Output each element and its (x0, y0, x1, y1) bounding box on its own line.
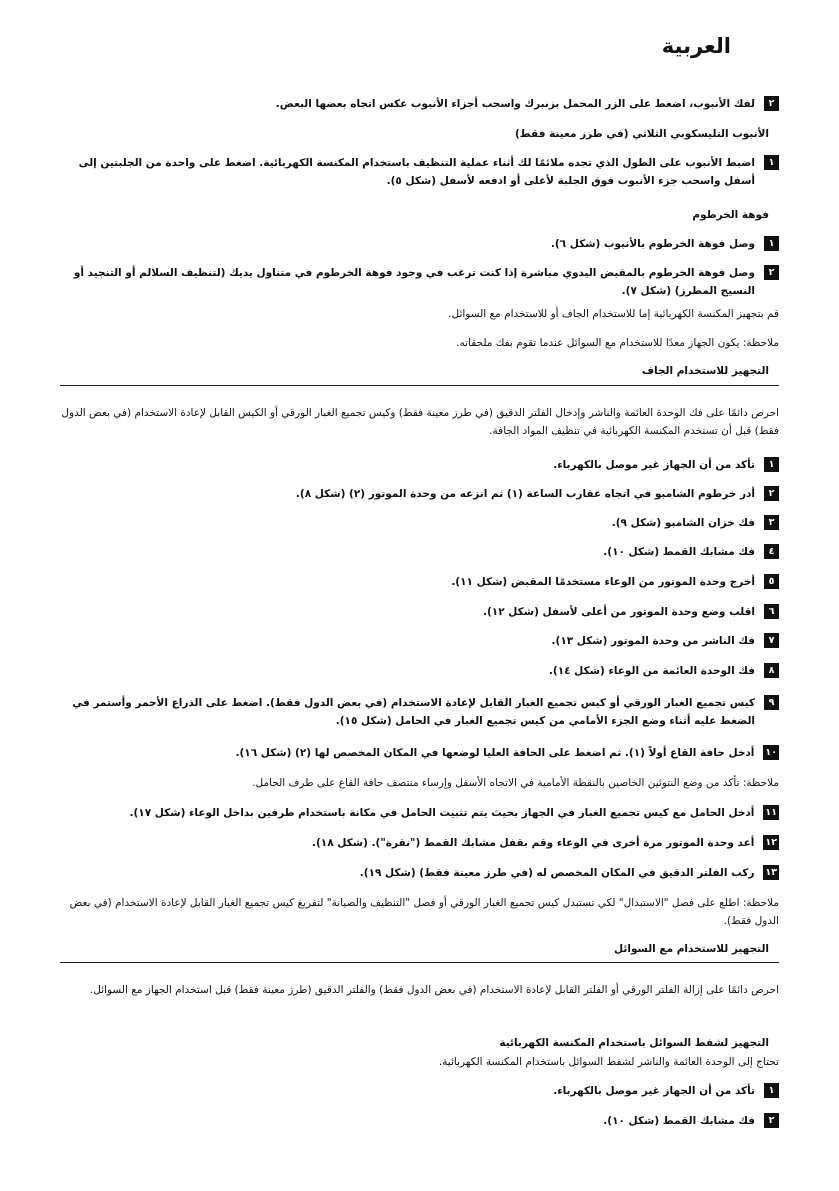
step-text: ركب الفلتر الدقيق في المكان المخصص له (في طرز معينة فقط) (شكل ١٩). (359, 867, 755, 879)
step-text: فك مشابك القمط (شكل ١٠). (603, 546, 755, 558)
step-text: كيس تجميع الغبار الورقي أو كيس تجميع الغبار القابل لإعادة الاستخدام (في بعض الدول فقط). اضغط على الذراع الأحمر وأستمر في الضغط عليه أثناء وضع الجزء الأمامي من كيس تجميع الغبار في الحامل (شكل ١٥). (72, 697, 755, 727)
step-text: لفك الأنبوب، اضغط على الزر المحمل بزنبرك واسحب أجزاء الأنبوب عكس اتجاه بعضها البعض. (275, 98, 755, 110)
step-item (60, 154, 779, 190)
step-number: ٣ (764, 515, 779, 530)
page-title: العربية (661, 34, 731, 58)
step-item (60, 834, 779, 852)
section-divider (60, 385, 779, 386)
subheading: التجهيز لشفط السوائل باستخدام المكنسة الكهربائية (499, 1037, 769, 1049)
subheading: الأنبوب التليسكوبي الثلاثي (في طرز معينة فقط) (514, 128, 769, 140)
step-number: ١٠ (765, 747, 777, 758)
step-number: ٢ (764, 1113, 779, 1128)
step-text: تأكد من أن الجهاز غير موصل بالكهرباء. (553, 459, 755, 471)
step-text: أدخل حافة القاع أولاً (١). ثم اضغط على الحافة العليا لوضعها في المكان المخصص لها (٢) (شكل ١٦). (235, 747, 755, 759)
step-item (60, 573, 779, 591)
step-item (60, 264, 779, 300)
step-item (60, 485, 779, 503)
step-item (60, 1082, 779, 1100)
step-text: فك خزان الشامبو (شكل ٩). (611, 517, 755, 529)
step-number: ٦ (764, 604, 779, 619)
step-item (60, 95, 779, 113)
step-text: فك مشابك القمط (شكل ١٠). (603, 1115, 755, 1127)
step-item (60, 1112, 779, 1130)
step-number: ١ (764, 457, 779, 472)
step-number: ٩ (764, 695, 779, 710)
subheading: فوهة الخرطوم (692, 209, 769, 221)
paragraph: تحتاج إلى الوحدة العائمة والناشر لشفط السوائل باستخدام المكنسة الكهربائية. (438, 1056, 779, 1068)
step-item (60, 744, 779, 762)
step-text: أدخل الحامل مع كيس تجميع الغبار في الجهاز بحيث يتم تثبيت الحامل في مكانة باستخدام طرفين بداخل الوعاء (شكل ١٧). (129, 807, 755, 819)
step-number: ١١ (765, 807, 777, 818)
step-text: تأكد من أن الجهاز غير موصل بالكهرباء. (553, 1085, 755, 1097)
step-text: وصل فوهة الخرطوم بالأنبوب (شكل ٦). (550, 238, 755, 250)
step-number: ١ (764, 155, 779, 170)
step-item (60, 514, 779, 532)
section-heading: التجهيز للاستخدام مع السوائل (614, 943, 769, 955)
step-text: اقلب وضع وحدة الموتور من أعلى لأسفل (شكل ١٢). (483, 606, 755, 618)
note: ملاحظة: تأكد من وضع النتوئين الخاصين بالنقطة الأمامية في الاتجاه الأسفل وإرساء منتصف حافة القاع على طرف الحامل. (252, 777, 779, 789)
step-item (60, 235, 779, 253)
step-number: ١ (764, 236, 779, 251)
section-heading: التجهيز للاستخدام الجاف (641, 365, 769, 377)
note: ملاحظة: يكون الجهاز معدًا للاستخدام مع السوائل عندما تقوم بفك ملحقاته. (456, 337, 779, 349)
step-item (60, 694, 779, 730)
step-number: ٤ (764, 544, 779, 559)
step-item (60, 543, 779, 561)
step-number: ٢ (764, 265, 779, 280)
step-item (60, 662, 779, 680)
step-text: اضبط الأنبوب على الطول الذي تجده ملائمًا لك أثناء عملية التنظيف باستخدام المكنسة الكهربائية. اضغط على واحدة من الجلبتين إلى أسفل واسحب جزء الأنبوب فوق الجلبة لأعلى أو ادفعه لأسفل (شكل ٥). (78, 157, 755, 187)
step-item (60, 603, 779, 621)
step-number: ١ (764, 1083, 779, 1098)
section-divider (60, 962, 779, 963)
step-item (60, 864, 779, 882)
step-number: ٢ (764, 96, 779, 111)
step-text: وصل فوهة الخرطوم بالمقبض اليدوي مباشرة إذا كنت ترغب في وجود فوهة الخرطوم في متناول يديك (لتنظيف السلالم أو التنجيد أو النسيج المطرز) (شكل ٧). (73, 267, 755, 297)
step-number: ٨ (764, 663, 779, 678)
step-text: أخرج وحدة الموتور من الوعاء مستخدمًا المقبض (شكل ١١). (451, 576, 755, 588)
step-number: ١٢ (765, 837, 777, 848)
paragraph: احرص دائمًا على فك الوحدة العائمة والناشر وإدخال الفلتر الدقيق (في طرز معينة فقط) وكيس تجميع الغبار الورقي أو الكيس القابل لإعادة الاستخدام (في بعض الدول فقط) قبل أن تستخدم المكنسة الكهربائية في تنظيف المواد الجافة. (61, 407, 779, 437)
step-text: أدر خرطوم الشامبو في اتجاه عقارب الساعة (١) ثم انزعه من وحدة الموتور (٢) (شكل ٨). (295, 488, 755, 500)
step-item (60, 456, 779, 474)
step-text: فك الناشر من وحدة الموتور (شكل ١٣). (551, 635, 755, 647)
step-number: ١٣ (765, 867, 777, 878)
step-number: ٢ (764, 486, 779, 501)
step-number: ٧ (764, 633, 779, 648)
step-item (60, 804, 779, 822)
step-text: أعد وحدة الموتور مرة أخرى في الوعاء وقم بقفل مشابك القمط ("نقرة"). (شكل ١٨). (312, 837, 755, 849)
step-number: ٥ (764, 574, 779, 589)
paragraph: قم بتجهيز المكنسة الكهربائية إما للاستخدام الجاف أو للاستخدام مع السوائل. (448, 308, 779, 320)
step-item (60, 632, 779, 650)
note: ملاحظة: اطلع على فصل "الاستبدال" لكي تستبدل كيس تجميع الغبار الورقي أو فصل "التنظيف والصيانة" لتفريغ كيس تجميع الغبار القابل لإعادة الاستخدام (في بعض الدول فقط). (69, 897, 779, 927)
step-text: فك الوحدة العائمة من الوعاء (شكل ١٤). (548, 665, 755, 677)
paragraph: احرص دائمًا على إزالة الفلتر الورقي أو الفلتر القابل لإعادة الاستخدام (في بعض الدول فقط) والفلتر الدقيق (طرز معينة فقط) قبل استخدام الجهاز مع السوائل. (89, 984, 779, 996)
